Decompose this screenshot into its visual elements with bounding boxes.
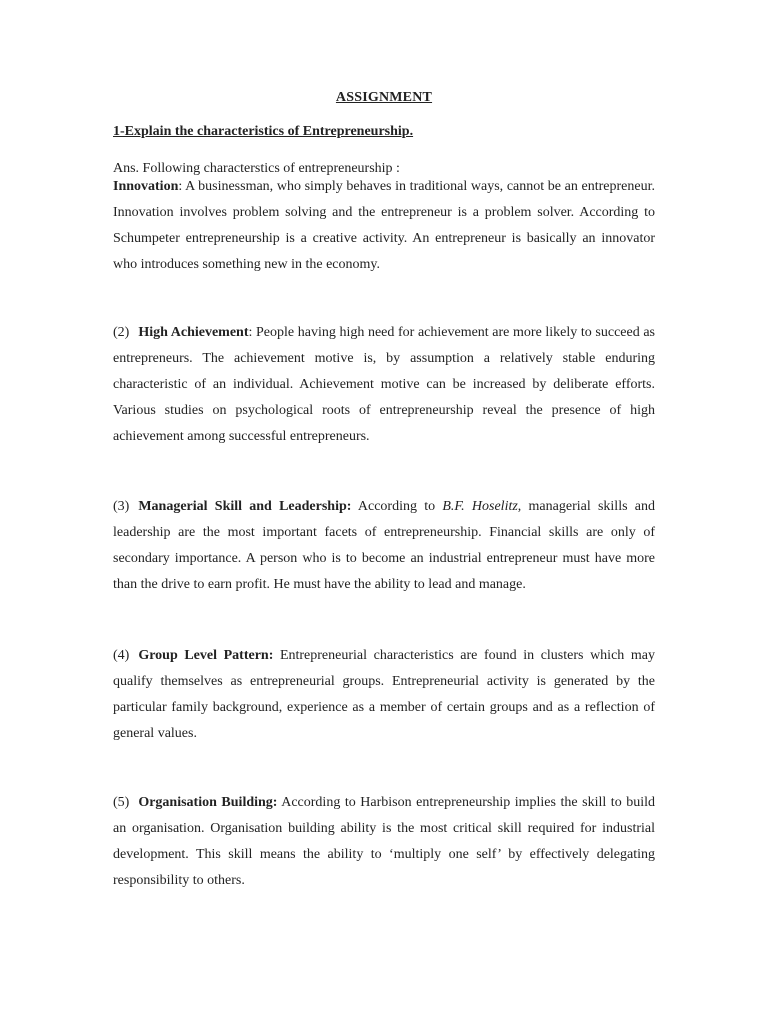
paragraph-body: , managerial skills and leadership are the most important facets of entrepreneurship. Financial skills are only of secondary importance. A person who is to become an industrial entrepreneur must have more than the drive to earn profit. He must have the ability to lead and manage. — [113, 499, 655, 592]
paragraph-number: (3) — [113, 499, 130, 514]
paragraph-heading: Innovation — [113, 179, 179, 194]
paragraph-group-level-pattern — [113, 643, 655, 747]
answer-intro: Ans. Following characterstics of entrepreneurship : — [113, 161, 400, 176]
paragraph-body: : A businessman, who simply behaves in traditional ways, cannot be an entrepreneur. Innovation involves problem solving and the entrepreneur is a problem solver. According to Schumpeter entrepreneurship is a creative activity. An entrepreneur is basically an innovator who introduces something new in the economy. — [113, 179, 655, 272]
paragraph-heading: Managerial Skill and Leadership: — [138, 499, 352, 514]
paragraph-managerial-skill — [113, 494, 655, 598]
paragraph-heading: Group Level Pattern: — [138, 648, 274, 663]
document-title: ASSIGNMENT — [335, 90, 433, 105]
paragraph-heading: High Achievement — [138, 325, 249, 340]
paragraph-number: (4) — [113, 648, 130, 663]
paragraph-number: (5) — [113, 795, 130, 810]
paragraph-body: : People having high need for achievement are more likely to succeed as entrepreneurs. The achievement motive is, by assumption a relatively stable enduring characteristic of an individual. Achievement motive can be increased by deliberate efforts. Various studies on psychological roots of entrepreneurship reveal the presence of high achievement among successful entrepreneurs. — [113, 325, 655, 444]
paragraph-innovation — [113, 174, 655, 278]
paragraph-organisation-building — [113, 790, 655, 894]
paragraph-body: According to Harbison entrepreneurship implies the skill to build an organisation. Organisation building ability is the most critical skill required for industrial development. This skill means the ability to ‘multiply one self’ by effectively delegating responsibility to others. — [113, 795, 656, 888]
question-heading: 1-Explain the characteristics of Entrepreneurship. — [113, 124, 414, 139]
paragraph-body-lead: According to — [351, 499, 443, 514]
paragraph-body: Entrepreneurial characteristics are found in clusters which may qualify themselves as entrepreneurial groups. Entrepreneurial activity is generated by the particular family background, experience as a member of certain groups and as a reflection of general values. — [113, 648, 655, 741]
cited-author: B.F. Hoselitz — [442, 499, 518, 514]
paragraph-number: (2) — [113, 325, 130, 340]
paragraph-heading: Organisation Building: — [138, 795, 278, 810]
paragraph-high-achievement — [113, 320, 655, 450]
